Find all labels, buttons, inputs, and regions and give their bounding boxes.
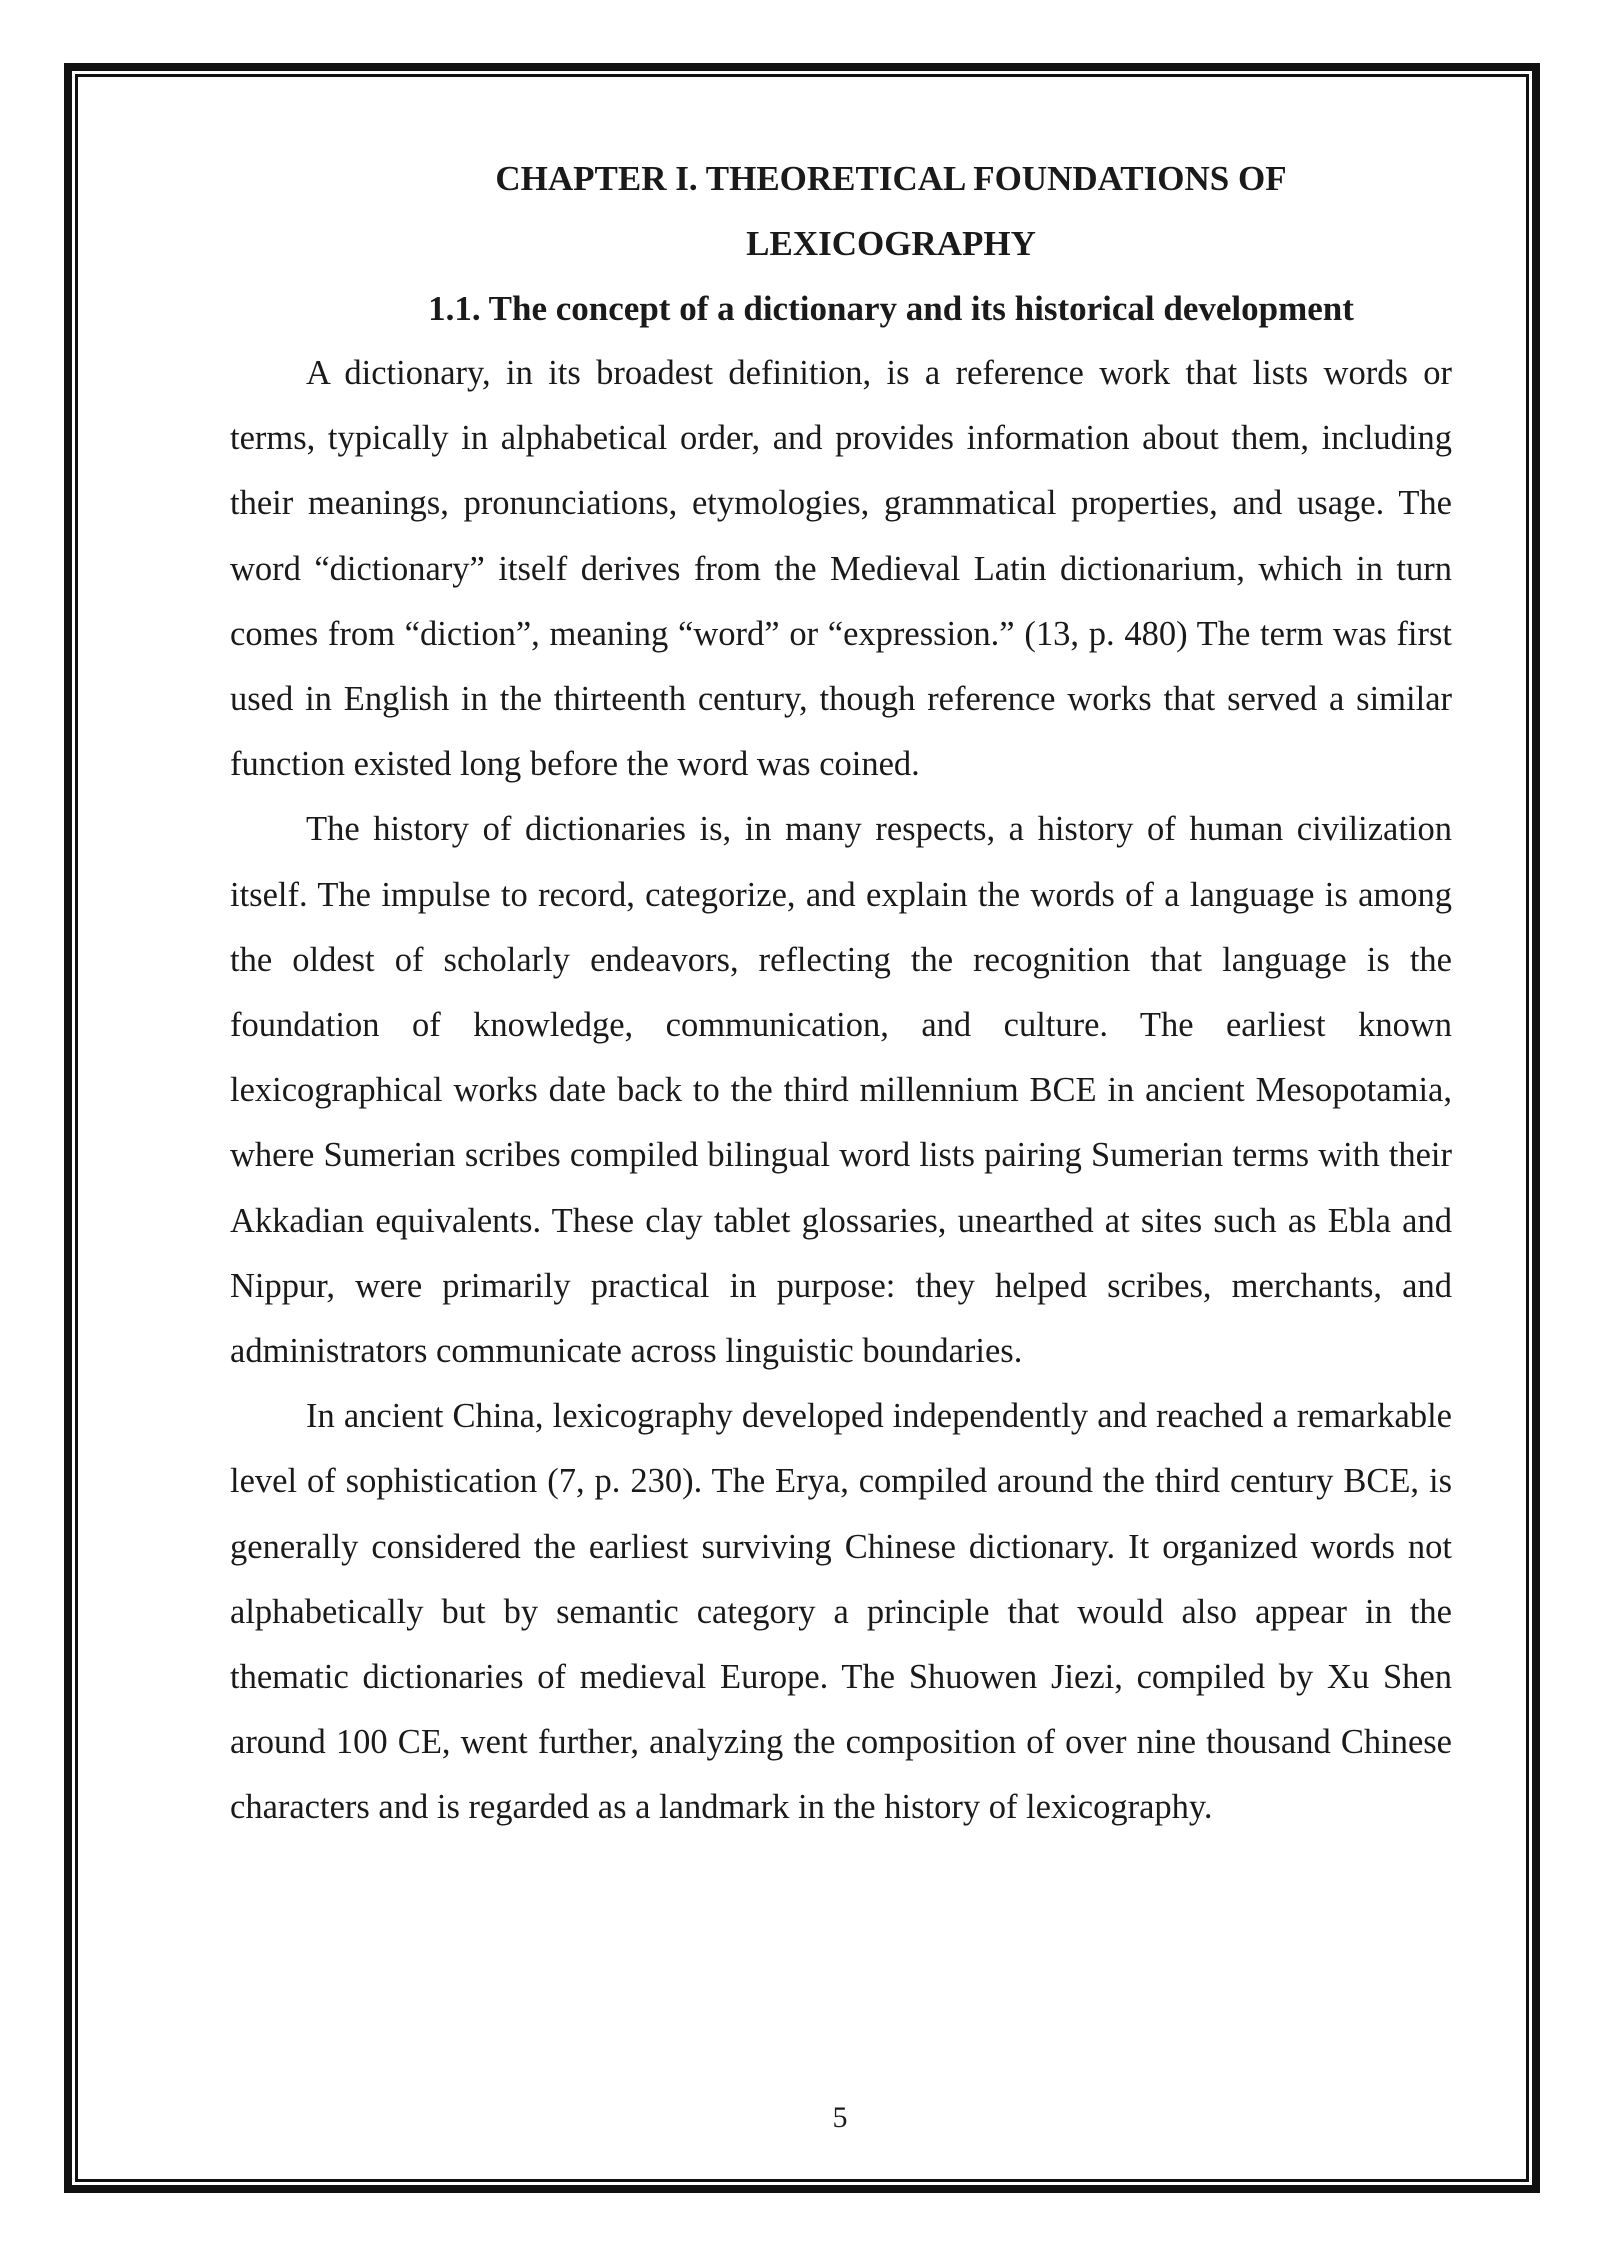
page-content: [230, 146, 1452, 1841]
chapter-title-line1: CHAPTER I. THEORETICAL FOUNDATIONS OF: [495, 159, 1287, 198]
page-number: 5: [832, 2101, 848, 2134]
paragraph-dictionary-definition: A dictionary, in its broadest definition, is a reference work that lists words or terms, typically in alphabetical order, and provides information about them, including their meanings, pronunciations, etymologies, grammatical properties, and usage. The word “dictionary” itself derives from the Medieval Latin dictionarium, which in turn comes from “diction”, meaning “word” or “expression.” (13, p. 480) The term was first used in English in the thirteenth century, though reference works that served a similar function existed long before the word was coined.: [230, 354, 1452, 784]
chapter-title-line2: LEXICOGRAPHY: [746, 224, 1036, 263]
section-title: 1.1. The concept of a dictionary and its historical development: [428, 289, 1354, 328]
paragraph-history-of-dictionaries: The history of dictionaries is, in many respects, a history of human civilization itself. The impulse to record, categorize, and explain the words of a language is among the oldest of scholarly endeavors, reflecting the recognition that language is the foundation of knowledge, communication, and culture. The earliest known lexicographical works date back to the third millennium BCE in ancient Mesopotamia, where Sumerian scribes compiled bilingual word lists pairing Sumerian terms with their Akkadian equivalents. These clay tablet glossaries, unearthed at sites such as Ebla and Nippur, were primarily practical in purpose: they helped scribes, merchants, and administrators communicate across linguistic boundaries.: [230, 810, 1452, 1371]
paragraph-ancient-china: In ancient China, lexicography developed independently and reached a remarkable level of sophistication (7, p. 230). The Erya, compiled around the third century BCE, is generally considered the earliest surviving Chinese dictionary. It organized words not alphabetically but by semantic category a principle that would also appear in the thematic dictionaries of medieval Europe. The Shuowen Jiezi, compiled by Xu Shen around 100 CE, went further, analyzing the composition of over nine thousand Chinese characters and is regarded as a landmark in the history of lexicography.: [230, 1397, 1452, 1827]
chapter-title: [230, 146, 1452, 276]
